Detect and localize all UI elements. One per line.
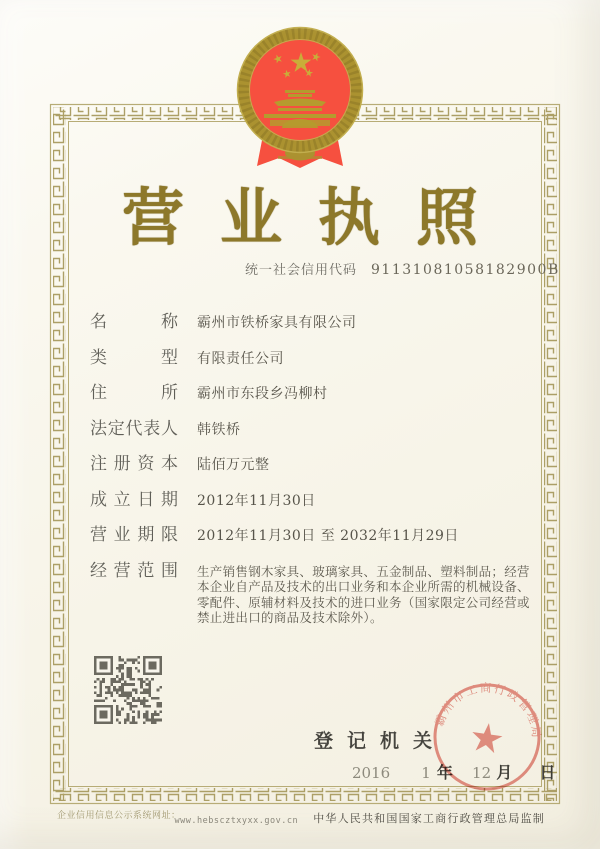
field-value: 生产销售钢木家具、玻璃家具、五金制品、塑料制品；经营本企业自产品及技术的出口业务和本企业所需的机械设备、零配件、原辅材料及技术的进口业务（国家限定公司经营或禁止进出口的商品及技术除外）。 <box>197 563 530 625</box>
official-seal-icon <box>417 667 557 807</box>
field-label: 住所 <box>90 383 178 403</box>
year-character: 年 <box>436 763 453 782</box>
field-value: 有限责任公司 <box>197 350 284 367</box>
certificate-title: 营业执照 <box>121 181 514 254</box>
field-row-registered-capital <box>90 454 530 490</box>
public-notice-label: 企业信用信息公示系统网址： <box>57 811 181 821</box>
field-value: 霸州市铁桥家具有限公司 <box>197 315 357 331</box>
field-label: 法定代表人 <box>90 418 178 439</box>
field-label: 经营范围 <box>90 560 178 581</box>
field-value: 霸州市东段乡冯柳村 <box>197 386 328 402</box>
field-label: 名称 <box>90 312 178 332</box>
day-character: 日 <box>539 763 556 782</box>
field-value: 韩铁桥 <box>197 421 241 438</box>
svg-text:霸州市工商行政管理局 <box>431 673 550 742</box>
field-row-legal-representative <box>90 419 530 455</box>
field-label: 成立日期 <box>90 489 178 510</box>
qr-code-icon <box>94 656 162 724</box>
field-row-type <box>90 348 530 384</box>
issue-day-number: 12 <box>472 764 492 782</box>
seal-text: 霸州市工商行政管理局 <box>431 680 544 741</box>
prc-national-emblem-icon <box>233 22 367 174</box>
public-notice-url: www.hebscztxyxx.gov.cn <box>174 816 299 826</box>
registry-authority-label: 登记机关 <box>314 730 447 752</box>
field-value: 2012年11月30日 至 2032年11月29日 <box>197 528 459 544</box>
issue-month-number: 1 <box>421 764 431 782</box>
field-row-business-term <box>90 525 530 561</box>
field-row-name <box>90 312 530 348</box>
field-label: 类型 <box>90 347 178 368</box>
month-character: 月 <box>496 763 513 782</box>
field-label: 营业期限 <box>90 525 178 545</box>
field-value: 2012年11月30日 <box>197 492 316 509</box>
public-notice-footer <box>57 808 304 826</box>
field-value: 陆佰万元整 <box>197 457 270 473</box>
credit-code-value: 91131081058182900B <box>371 262 560 278</box>
field-row-establish-date <box>90 490 530 526</box>
field-row-business-scope <box>90 561 530 626</box>
field-row-address <box>90 383 530 419</box>
field-list <box>90 312 530 626</box>
field-label: 注册资本 <box>90 454 178 474</box>
credit-code-row <box>245 259 560 278</box>
issue-year-number: 2016 <box>352 764 391 782</box>
credit-code-label: 统一社会信用代码 <box>245 263 358 278</box>
issuer-footer: 中华人民共和国国家工商行政管理总局监制 <box>313 812 545 825</box>
